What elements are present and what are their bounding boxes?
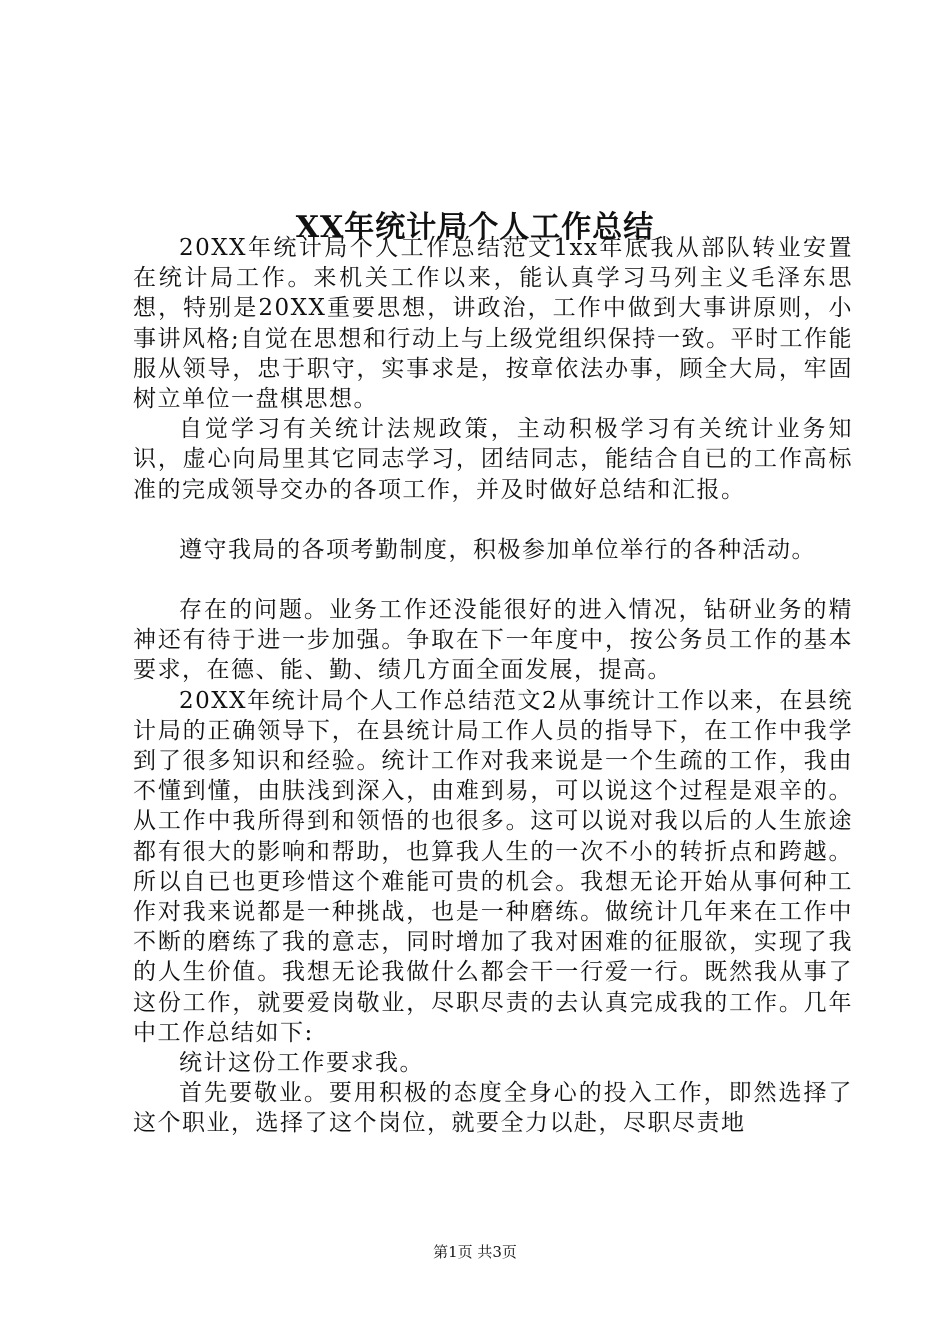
paragraph-3: 遵守我局的各项考勤制度，积极参加单位举行的各种活动。 <box>179 536 816 563</box>
document-body <box>133 233 853 1139</box>
paragraph-5: 20XX年统计局个人工作总结范文2从事统计工作以来，在县统计局的正确领导下，在县统计局工作人员的指导下，在工作中我学到了很多知识和经验。统计工作对我来说是一个生疏的工作，我由不懂到懂，由肤浅到深入，由难到易，可以说这个过程是艰辛的。从工作中我所得到和领悟的也很多。这可以说对我以后的人生旅途都有很大的影响和帮助，也算我人生的一次不小的转折点和跨越。所以自已也更珍惜这个难能可贵的机会。我想无论开始从事何种工作对我来说都是一种挑战，也是一种磨练。做统计几年来在工作中不断的磨练了我的意志，同时增加了我对困难的征服欲，实现了我的人生价值。我想无论我做什么都会干一行爱一行。既然我从事了这份工作，就要爱岗敬业，尽职尽责的去认真完成我的工作。几年中工作总结如下: <box>133 687 853 1046</box>
document-title: XX年统计局个人工作总结 <box>295 210 655 246</box>
paragraph-6: 统计这份工作要求我。 <box>179 1050 424 1077</box>
paragraph-7: 首先要敬业。要用积极的态度全身心的投入工作，即然选择了这个职业，选择了这个岗位，就要全力以赴，尽职尽责地 <box>133 1080 853 1137</box>
page-number-footer: 第1页 共3页 <box>433 1243 517 1261</box>
paragraph-2: 自觉学习有关统计法规政策，主动积极学习有关统计业务知识，虚心向局里其它同志学习，团结同志，能结合自已的工作高标准的完成领导交办的各项工作，并及时做好总结和汇报。 <box>133 416 853 503</box>
paragraph-4: 存在的问题。业务工作还没能很好的进入情况，钻研业务的精神还有待于进一步加强。争取在下一年度中，按公务员工作的基本要求，在德、能、勤、绩几方面全面发展，提高。 <box>133 597 853 684</box>
paragraph-1: 20XX年统计局个人工作总结范文1xx年底我从部队转业安置在统计局工作。来机关工作以来，能认真学习马列主义毛泽东思想，特别是20XX重要思想，讲政治，工作中做到大事讲原则，小事讲风格;自觉在思想和行动上与上级党组织保持一致。平时工作能服从领导，忠于职守，实事求是，按章依法办事，顾全大局，牢固树立单位一盘棋思想。 <box>133 235 853 413</box>
